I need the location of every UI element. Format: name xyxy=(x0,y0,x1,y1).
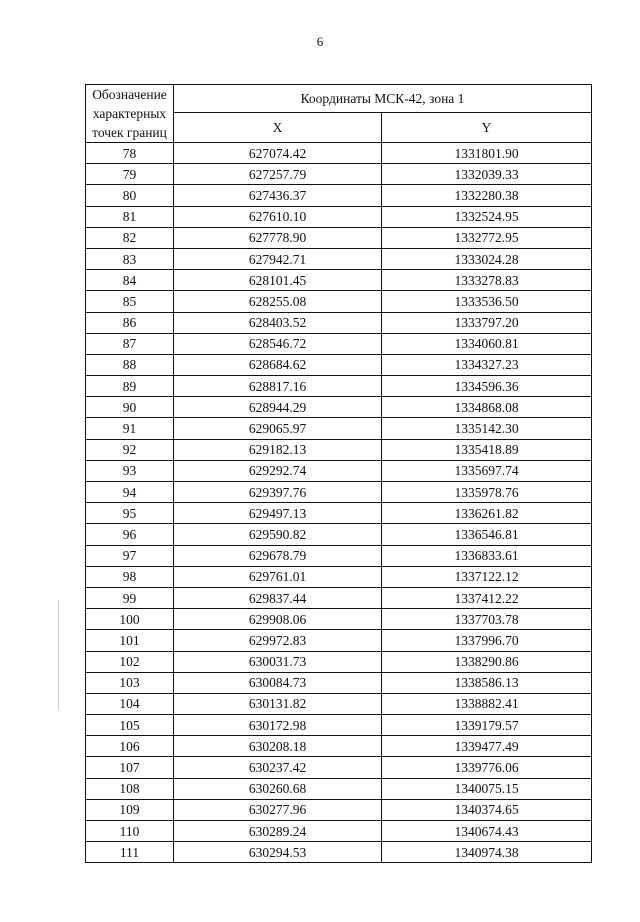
point-id-cell: 96 xyxy=(86,524,174,545)
y-coordinate-cell: 1334868.08 xyxy=(382,397,592,418)
table-row xyxy=(86,630,592,651)
point-id-cell: 88 xyxy=(86,354,174,375)
point-id-cell: 89 xyxy=(86,376,174,397)
page-number: 6 xyxy=(316,34,324,49)
point-id-cell: 87 xyxy=(86,333,174,354)
table-row xyxy=(86,482,592,503)
point-id-cell: 95 xyxy=(86,503,174,524)
x-coordinate-cell: 629761.01 xyxy=(174,566,382,587)
point-id-cell: 103 xyxy=(86,672,174,693)
y-coordinate-cell: 1335697.74 xyxy=(382,460,592,481)
table-row xyxy=(86,715,592,736)
x-coordinate-cell: 628546.72 xyxy=(174,333,382,354)
y-coordinate-cell: 1335142.30 xyxy=(382,418,592,439)
point-id-cell: 78 xyxy=(86,143,174,164)
x-coordinate-cell: 629292.74 xyxy=(174,460,382,481)
point-id-cell: 91 xyxy=(86,418,174,439)
table-row xyxy=(86,248,592,269)
x-coordinate-cell: 628944.29 xyxy=(174,397,382,418)
y-coordinate-cell: 1340374.65 xyxy=(382,799,592,820)
y-coordinate-cell: 1334596.36 xyxy=(382,376,592,397)
y-coordinate-cell: 1339179.57 xyxy=(382,715,592,736)
table-row xyxy=(86,143,592,164)
x-coordinate-cell: 628101.45 xyxy=(174,270,382,291)
table-row xyxy=(86,206,592,227)
point-id-cell: 85 xyxy=(86,291,174,312)
table-row xyxy=(86,164,592,185)
x-coordinate-cell: 628255.08 xyxy=(174,291,382,312)
table-row xyxy=(86,587,592,608)
table-row xyxy=(86,460,592,481)
table-row xyxy=(86,609,592,630)
y-coordinate-cell: 1339776.06 xyxy=(382,757,592,778)
table-row xyxy=(86,566,592,587)
point-id-cell: 99 xyxy=(86,587,174,608)
y-coordinate-cell: 1337122.12 xyxy=(382,566,592,587)
point-id-cell: 105 xyxy=(86,715,174,736)
point-id-cell: 102 xyxy=(86,651,174,672)
x-coordinate-cell: 627610.10 xyxy=(174,206,382,227)
point-id-cell: 83 xyxy=(86,248,174,269)
y-coordinate-cell: 1331801.90 xyxy=(382,143,592,164)
table-row xyxy=(86,185,592,206)
x-coordinate-cell: 629590.82 xyxy=(174,524,382,545)
x-coordinate-cell: 629678.79 xyxy=(174,545,382,566)
y-coordinate-cell: 1337703.78 xyxy=(382,609,592,630)
y-coordinate-cell: 1332524.95 xyxy=(382,206,592,227)
y-coordinate-cell: 1340974.38 xyxy=(382,842,592,863)
table-row xyxy=(86,312,592,333)
point-id-cell: 111 xyxy=(86,842,174,863)
table-row xyxy=(86,354,592,375)
point-id-cell: 84 xyxy=(86,270,174,291)
y-coordinate-cell: 1338290.86 xyxy=(382,651,592,672)
x-coordinate-cell: 630294.53 xyxy=(174,842,382,863)
table-header xyxy=(86,85,592,143)
x-coordinate-cell: 630031.73 xyxy=(174,651,382,672)
x-coordinate-cell: 630131.82 xyxy=(174,693,382,714)
x-coordinate-cell: 627778.90 xyxy=(174,227,382,248)
point-id-cell: 93 xyxy=(86,460,174,481)
point-id-cell: 79 xyxy=(86,164,174,185)
x-coordinate-cell: 629972.83 xyxy=(174,630,382,651)
y-coordinate-cell: 1337996.70 xyxy=(382,630,592,651)
x-coordinate-cell: 630289.24 xyxy=(174,821,382,842)
point-label-header: Обозначение характерных точек границ xyxy=(86,85,174,143)
table-row xyxy=(86,799,592,820)
table-row xyxy=(86,503,592,524)
point-id-cell: 109 xyxy=(86,799,174,820)
x-coordinate-cell: 630172.98 xyxy=(174,715,382,736)
y-coordinate-cell: 1333797.20 xyxy=(382,312,592,333)
y-coordinate-cell: 1339477.49 xyxy=(382,736,592,757)
x-coordinate-cell: 627074.42 xyxy=(174,143,382,164)
point-id-cell: 92 xyxy=(86,439,174,460)
table-row xyxy=(86,227,592,248)
point-id-cell: 80 xyxy=(86,185,174,206)
table-row xyxy=(86,651,592,672)
table-row xyxy=(86,397,592,418)
margin-mark xyxy=(58,600,59,710)
y-coordinate-cell: 1334060.81 xyxy=(382,333,592,354)
table-row xyxy=(86,778,592,799)
x-coordinate-cell: 628403.52 xyxy=(174,312,382,333)
coordinates-table xyxy=(85,84,592,863)
x-coordinate-cell: 629397.76 xyxy=(174,482,382,503)
y-coordinate-cell: 1333024.28 xyxy=(382,248,592,269)
table-row xyxy=(86,439,592,460)
point-id-cell: 97 xyxy=(86,545,174,566)
table-row xyxy=(86,757,592,778)
x-coordinate-cell: 627942.71 xyxy=(174,248,382,269)
table-row xyxy=(86,545,592,566)
table-row xyxy=(86,376,592,397)
x-coordinate-cell: 630237.42 xyxy=(174,757,382,778)
table-row xyxy=(86,672,592,693)
point-id-cell: 81 xyxy=(86,206,174,227)
y-column-header: Y xyxy=(382,113,592,143)
point-id-cell: 106 xyxy=(86,736,174,757)
table-body xyxy=(86,143,592,863)
point-id-cell: 90 xyxy=(86,397,174,418)
point-id-cell: 100 xyxy=(86,609,174,630)
y-coordinate-cell: 1336261.82 xyxy=(382,503,592,524)
y-coordinate-cell: 1338882.41 xyxy=(382,693,592,714)
point-id-cell: 94 xyxy=(86,482,174,503)
y-coordinate-cell: 1332039.33 xyxy=(382,164,592,185)
x-coordinate-cell: 629065.97 xyxy=(174,418,382,439)
x-coordinate-cell: 628817.16 xyxy=(174,376,382,397)
x-coordinate-cell: 629497.13 xyxy=(174,503,382,524)
table-row xyxy=(86,418,592,439)
y-coordinate-cell: 1340674.43 xyxy=(382,821,592,842)
point-id-cell: 110 xyxy=(86,821,174,842)
point-id-cell: 82 xyxy=(86,227,174,248)
point-id-cell: 101 xyxy=(86,630,174,651)
x-coordinate-cell: 627436.37 xyxy=(174,185,382,206)
point-id-cell: 104 xyxy=(86,693,174,714)
y-coordinate-cell: 1337412.22 xyxy=(382,587,592,608)
table-row xyxy=(86,524,592,545)
table-row xyxy=(86,291,592,312)
table-row xyxy=(86,333,592,354)
table-row xyxy=(86,842,592,863)
y-coordinate-cell: 1333278.83 xyxy=(382,270,592,291)
point-id-cell: 98 xyxy=(86,566,174,587)
y-coordinate-cell: 1336833.61 xyxy=(382,545,592,566)
x-coordinate-cell: 630277.96 xyxy=(174,799,382,820)
x-coordinate-cell: 630260.68 xyxy=(174,778,382,799)
x-coordinate-cell: 630084.73 xyxy=(174,672,382,693)
point-id-cell: 86 xyxy=(86,312,174,333)
x-coordinate-cell: 629182.13 xyxy=(174,439,382,460)
point-id-cell: 107 xyxy=(86,757,174,778)
x-coordinate-cell: 628684.62 xyxy=(174,354,382,375)
y-coordinate-cell: 1333536.50 xyxy=(382,291,592,312)
y-coordinate-cell: 1332772.95 xyxy=(382,227,592,248)
y-coordinate-cell: 1340075.15 xyxy=(382,778,592,799)
x-coordinate-cell: 629908.06 xyxy=(174,609,382,630)
table-row xyxy=(86,821,592,842)
y-coordinate-cell: 1332280.38 xyxy=(382,185,592,206)
x-coordinate-cell: 629837.44 xyxy=(174,587,382,608)
y-coordinate-cell: 1335978.76 xyxy=(382,482,592,503)
x-coordinate-cell: 630208.18 xyxy=(174,736,382,757)
coords-title-header: Координаты МСК-42, зона 1 xyxy=(174,85,592,113)
table-row xyxy=(86,736,592,757)
point-id-cell: 108 xyxy=(86,778,174,799)
table-row xyxy=(86,693,592,714)
y-coordinate-cell: 1336546.81 xyxy=(382,524,592,545)
y-coordinate-cell: 1334327.23 xyxy=(382,354,592,375)
y-coordinate-cell: 1335418.89 xyxy=(382,439,592,460)
x-column-header: X xyxy=(174,113,382,143)
table-row xyxy=(86,270,592,291)
x-coordinate-cell: 627257.79 xyxy=(174,164,382,185)
y-coordinate-cell: 1338586.13 xyxy=(382,672,592,693)
